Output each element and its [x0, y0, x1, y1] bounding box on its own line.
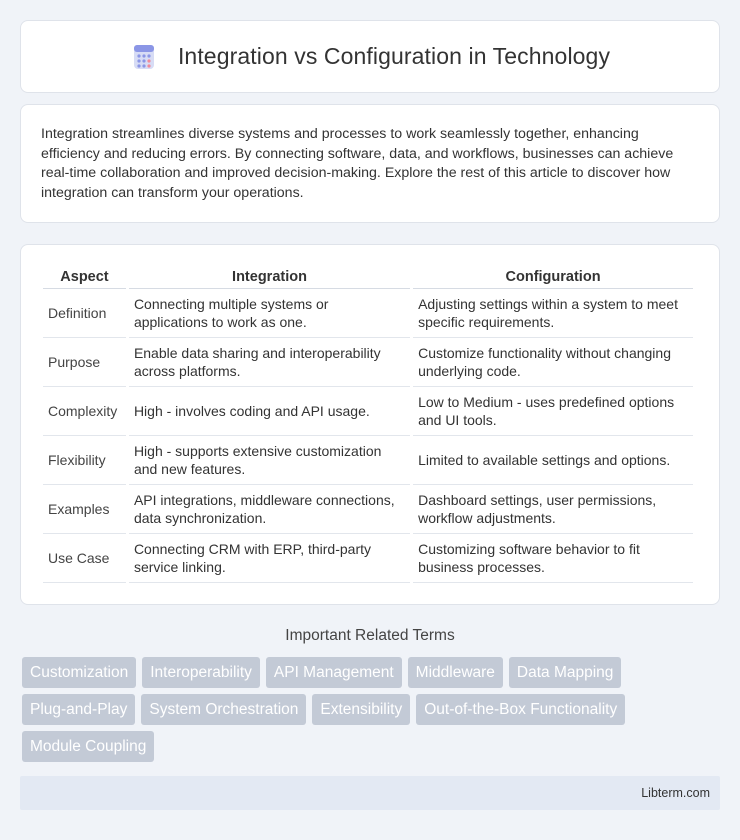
related-terms-title: Important Related Terms — [285, 627, 455, 644]
calculator-icon — [130, 43, 158, 71]
related-terms-tags — [22, 657, 722, 768]
cell-configuration: Dashboard settings, user permissions, workflow adjustments. — [413, 485, 693, 534]
cell-configuration: Customize functionality without changing underlying code. — [413, 338, 693, 387]
tag-customization[interactable]: Customization — [22, 657, 136, 688]
cell-integration: API integrations, middleware connections, data synchronization. — [129, 485, 410, 534]
table-row — [43, 534, 693, 583]
tag-interoperability[interactable]: Interoperability — [142, 657, 260, 688]
table-row — [43, 338, 693, 387]
header-card — [20, 20, 720, 93]
header-aspect: Aspect — [43, 265, 126, 289]
header-configuration: Configuration — [413, 265, 693, 289]
cell-integration: High - supports extensive customization and new features. — [129, 436, 410, 485]
cell-configuration: Customizing software behavior to fit business processes. — [413, 534, 693, 583]
cell-configuration: Adjusting settings within a system to meet specific requirements. — [413, 289, 693, 338]
cell-aspect: Use Case — [43, 534, 126, 583]
tag-middleware[interactable]: Middleware — [408, 657, 503, 688]
tag-out-of-the-box-functionality[interactable]: Out-of-the-Box Functionality — [416, 694, 625, 725]
cell-integration: Enable data sharing and interoperability across platforms. — [129, 338, 410, 387]
tag-module-coupling[interactable]: Module Coupling — [22, 731, 154, 762]
table-header-row — [43, 265, 693, 289]
cell-configuration: Low to Medium - uses predefined options and UI tools. — [413, 387, 693, 436]
intro-card — [20, 104, 720, 223]
cell-integration: High - involves coding and API usage. — [129, 387, 410, 436]
table-row — [43, 485, 693, 534]
footer-link[interactable]: Libterm.com — [641, 786, 710, 800]
header-integration: Integration — [129, 265, 410, 289]
cell-aspect: Purpose — [43, 338, 126, 387]
tag-api-management[interactable]: API Management — [266, 657, 402, 688]
page-title: Integration vs Configuration in Technology — [177, 43, 611, 69]
table-row — [43, 436, 693, 485]
tag-data-mapping[interactable]: Data Mapping — [509, 657, 622, 688]
cell-aspect: Flexibility — [43, 436, 126, 485]
tag-extensibility[interactable]: Extensibility — [312, 694, 410, 725]
cell-aspect: Definition — [43, 289, 126, 338]
tag-system-orchestration[interactable]: System Orchestration — [141, 694, 306, 725]
footer — [20, 776, 720, 810]
table-row — [43, 289, 693, 338]
cell-integration: Connecting CRM with ERP, third-party service linking. — [129, 534, 410, 583]
cell-aspect: Examples — [43, 485, 126, 534]
cell-aspect: Complexity — [43, 387, 126, 436]
comparison-table-card — [20, 244, 720, 605]
cell-integration: Connecting multiple systems or applications to work as one. — [129, 289, 410, 338]
tag-plug-and-play[interactable]: Plug-and-Play — [22, 694, 135, 725]
comparison-table — [40, 265, 696, 583]
table-row — [43, 387, 693, 436]
intro-text: Integration streamlines diverse systems and processes to work seamlessly together, enhancing efficiency and reducing errors. By connecting software, data, and workflows, businesses can achieve real-time collaboration and improved decision-making. Explore the rest of this article to discover how integration can transform your operations. — [41, 126, 674, 201]
cell-configuration: Limited to available settings and options. — [413, 436, 693, 485]
